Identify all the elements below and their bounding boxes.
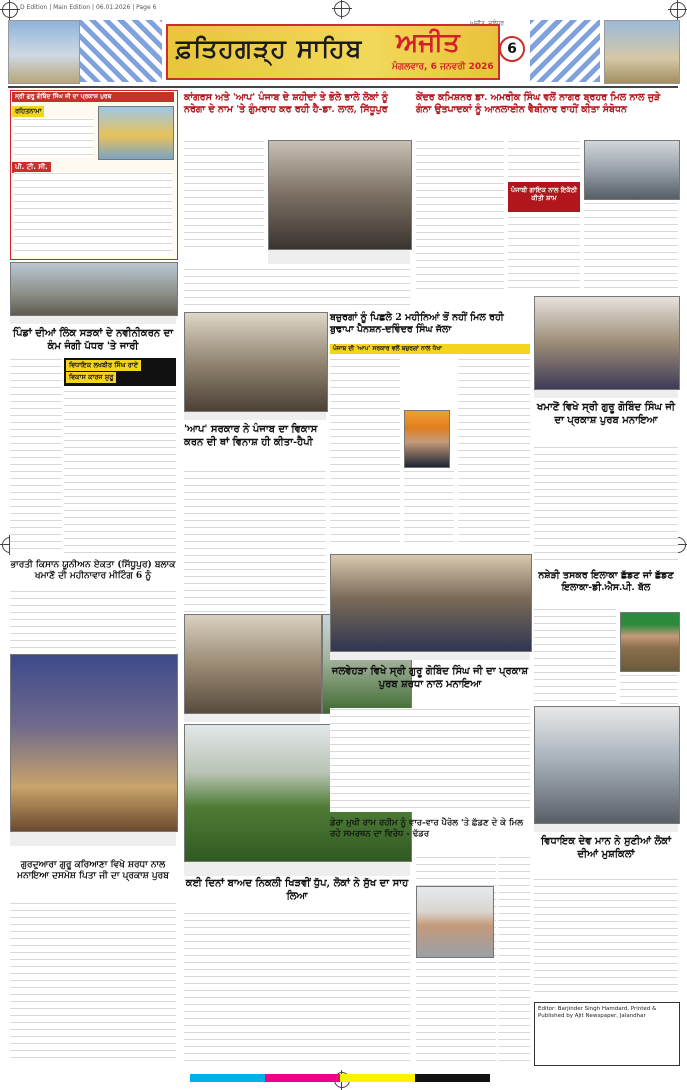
headline-khamano: ਖਮਾਣੋਂ ਵਿਖੇ ਸ੍ਰੀ ਗੁਰੂ ਗੋਬਿੰਦ ਸਿੰਘ ਜੀ ਦਾ ਪ੍ਰਕਾਸ਼ ਪੁਰਬ ਮਨਾਇਆ xyxy=(537,402,675,426)
headline-dsp: ਨਸ਼ੇੜੀ ਤਸਕਰ ਇਲਾਕਾ ਛੱਡਣ ਜਾਂ ਛੱਡਣ ਇਲਾਕਾ-ਡੀ.ਐਸ.ਪੀ. ਬੱਲ xyxy=(538,570,674,593)
article-text xyxy=(498,856,530,1064)
headline-sunshine: ਕਈ ਦਿਨਾਂ ਬਾਅਦ ਨਿਕਲੀ ਖਿੜਵੀਂ ਧੁੱਪ, ਲੋਕਾਂ ਨੇ ਸੁੱਖ ਦਾ ਸਾਹ ਲਿਆ xyxy=(185,878,409,902)
dhaddar-portrait-photo xyxy=(416,886,494,958)
article-text xyxy=(330,358,400,548)
edition-tag: ਅਜੀਤ, ਜਲੰਧਰ xyxy=(470,20,505,27)
headline-gurudwara: ਗੁਰਦੁਆਰਾ ਗੁਰੂ ਕਰਿਆਣਾ ਵਿਖੇ ਸ਼ਰਧਾ ਨਾਲ ਮਨਾਇਆ ਦਸਮੇਸ਼ ਪਿਤਾ ਜੀ ਦਾ ਪ੍ਰਕਾਸ਼ ਪੁਰਬ xyxy=(17,860,169,882)
sidebox-text: ਪੰਜਾਬੀ ਗਾਇਕ ਨਾਲ ਇਕੱਠੀ ਕੀਤੀ ਸ਼ਾਮ xyxy=(510,186,578,202)
left-box-text xyxy=(14,172,172,256)
header-photo-left xyxy=(8,20,80,84)
header-pattern xyxy=(80,20,162,82)
left-box-title: ਸ੍ਰੀ ਗੁਰੂ ਗੋਬਿੰਦ ਸਿੰਘ ਜੀ ਦਾ ਪ੍ਰਕਾਸ਼ ਪੁਰਬ xyxy=(12,92,174,102)
registration-mark xyxy=(2,2,18,18)
article-text xyxy=(184,470,326,612)
headline-pension: ਬਜ਼ੁਰਗਾਂ ਨੂੰ ਪਿਛਲੇ 2 ਮਹੀਨਿਆਂ ਤੋਂ ਨਹੀਂ ਮਿਲ ਰਹੀ ਬੁਢਾਪਾ ਪੈਨਸ਼ਨ-ਦਵਿੰਦਰ ਸਿੰਘ ਜੱਲਾ xyxy=(330,312,504,335)
article-text xyxy=(620,674,678,704)
article-text xyxy=(10,902,176,1064)
ad-line-2: ਵਿਕਾਸ ਕਾਰਜ ਸ਼ੁਰੂ xyxy=(66,372,116,383)
headline-jalwehra: ਜਲਵੇਹੜਾ ਵਿਖੇ ਸ੍ਰੀ ਗੁਰੂ ਗੋਬਿੰਦ ਸਿੰਘ ਜੀ ਦਾ ਪ੍ਰਕਾਸ਼ ਪੁਰਬ ਸ਼ਰਧਾ ਨਾਲ ਮਨਾਇਆ xyxy=(331,666,529,690)
article-text xyxy=(508,216,580,292)
dsp-portrait-photo xyxy=(620,612,680,672)
header-date: ਮੰਗਲਵਾਰ, 6 ਜਨਵਰੀ 2026 xyxy=(392,62,494,72)
article-text xyxy=(10,590,176,650)
print-line: D Edition | Main Edition | 06.01.2026 | Page 6 xyxy=(20,4,157,11)
article-text xyxy=(534,878,678,998)
jalwehra-prayer-photo xyxy=(330,554,532,652)
road-construction-photo xyxy=(10,262,178,316)
portrait-photo xyxy=(404,410,450,468)
color-bar xyxy=(190,1074,490,1082)
headline-cane-commissioner: ਕੇਂਦਰ ਕਮਿਸ਼ਨਰ ਡਾ. ਅਮਰੀਕ ਸਿੰਘ ਵਲੋਂ ਨਾਗਰ ਬ੍ਰਹਰ ਮਿਲ ਨਾਲ ਜੁੜੇ ਗੰਨਾ ਉਤਪਾਦਕਾਂ ਨੂੰ ਆਨਲਾਈਨ ਵੈਬੀਨਾਰ ਰਾਹੀਂ ਕੀਤਾ ਸੰਬੋਧਨ xyxy=(416,92,661,115)
article-text xyxy=(508,140,580,178)
photo-caption xyxy=(330,652,530,660)
header-pattern xyxy=(530,20,600,82)
registration-mark xyxy=(670,2,686,18)
registration-mark xyxy=(334,1,350,17)
ad-line-1: ਵਿਧਾਇਕ ਲਖਬੀਰ ਸਿੰਘ ਰਾਏ xyxy=(66,360,141,371)
article-text xyxy=(184,140,264,248)
photo-caption xyxy=(534,390,678,398)
article-text xyxy=(64,390,176,554)
article-text xyxy=(416,140,504,292)
webinar-photo xyxy=(584,140,680,200)
left-box-text xyxy=(14,118,94,158)
photo-caption xyxy=(184,714,320,722)
article-text xyxy=(184,912,410,1064)
masthead-title: ਫ਼ਤਿਹਗੜ੍ਹ ਸਾਹਿਬ xyxy=(176,34,363,63)
community-gathering-photo xyxy=(184,614,322,714)
photo-caption xyxy=(268,250,410,264)
photo-caption xyxy=(184,862,410,876)
article-text xyxy=(330,708,530,812)
article-text xyxy=(184,268,410,308)
headline-kisan-union: ਭਾਰਤੀ ਕਿਸਾਨ ਯੂਨੀਅਨ ਏਕਤਾ (ਸਿੱਧੂਪੁਰ) ਬਲਾਕ ਖਮਾਣੋਂ ਦੀ ਮਹੀਨਾਵਾਰ ਮੀਟਿੰਗ 6 ਨੂੰ xyxy=(10,560,176,582)
imprint-text: Editor: Barjinder Singh Hamdard, Printed & Published by Ajit Newspaper, Jalandhar xyxy=(538,1006,657,1019)
article-text xyxy=(458,358,530,548)
article-text xyxy=(534,446,678,566)
photo-caption xyxy=(534,824,678,832)
headline-link-roads: ਪਿੰਡਾਂ ਦੀਆਂ ਲਿੰਕ ਸੜਕਾਂ ਦੇ ਨਵੀਨੀਕਰਨ ਦਾ ਕੰਮ ਜੰਗੀ ਪੱਧਰ 'ਤੇ ਜਾਰੀ xyxy=(12,328,174,352)
left-box-tag2: ਪੀ. ਟੀ. ਸੀ. xyxy=(12,162,51,173)
headline-mla-dev-maan: ਵਿਧਾਇਕ ਦੇਵ ਮਾਨ ਨੇ ਸੁਣੀਆਂ ਲੋਕਾਂ ਦੀਆਂ ਮੁਸ਼ਕਿਲਾਂ xyxy=(541,836,671,860)
article-text xyxy=(404,470,454,548)
newspaper-logo: ਅਜੀਤ xyxy=(396,28,460,58)
golden-temple-photo xyxy=(98,106,174,160)
photo-caption xyxy=(10,832,176,846)
left-box-tag: ਰਹਿਤਨਾਮਾ xyxy=(12,106,44,117)
photo-caption xyxy=(184,412,326,420)
article-text xyxy=(534,608,616,704)
gurudwara-stage-photo xyxy=(10,654,178,832)
headline-dera-parole: ਡੇਰਾ ਮੁਖੀ ਰਾਮ ਰਹੀਮ ਨੂੰ ਵਾਰ-ਵਾਰ ਪੈਰੋਲ 'ਤੇ ਛੱਡਣ ਦੇ ਕੇ ਮਿਲ ਰਹੇ ਸਮਰਥਨ ਦਾ ਵਿਰੋਧ - ਢੱਡਰ xyxy=(330,818,524,839)
header-rule xyxy=(8,86,678,88)
headline-aap-government: 'ਆਪ' ਸਰਕਾਰ ਨੇ ਪੰਜਾਬ ਦਾ ਵਿਕਾਸ ਕਰਨ ਦੀ ਥਾਂ ਵਿਨਾਸ਼ ਹੀ ਕੀਤਾ-ਹੈਪੀ xyxy=(184,424,318,448)
photo-caption xyxy=(10,316,176,324)
khamano-event-photo xyxy=(534,296,680,390)
meeting-group-photo xyxy=(268,140,412,250)
article-text xyxy=(10,358,62,554)
page-number: 6 xyxy=(499,36,525,62)
pension-ribbon: ਪੰਜਾਬ ਦੀ 'ਆਪ' ਸਰਕਾਰ ਵਲੋਂ ਬਜ਼ੁਰਗਾਂ ਨਾਲ ਧੋਖਾ xyxy=(330,344,530,354)
header-photo-right xyxy=(604,20,680,84)
aap-event-photo xyxy=(184,312,328,412)
mla-meeting-photo xyxy=(534,706,680,824)
headline-congress-aap: ਕਾਂਗਰਸ ਅਤੇ 'ਆਪ' ਪੰਜਾਬ ਦੇ ਸ਼ਹੀਦਾਂ ਤੇ ਭੋਲੇ ਭਾਲੇ ਲੋਕਾਂ ਨੂੰ ਨਰੇਗਾ ਦੇ ਨਾਮ 'ਤੇ ਗੁੰਮਰਾਹ ਕਰ ਰਹੀ ਹੈ-ਡਾ. ਲਾਲ, ਸਿੱਧੂਪੁਰ xyxy=(184,92,388,115)
article-text xyxy=(584,202,678,292)
